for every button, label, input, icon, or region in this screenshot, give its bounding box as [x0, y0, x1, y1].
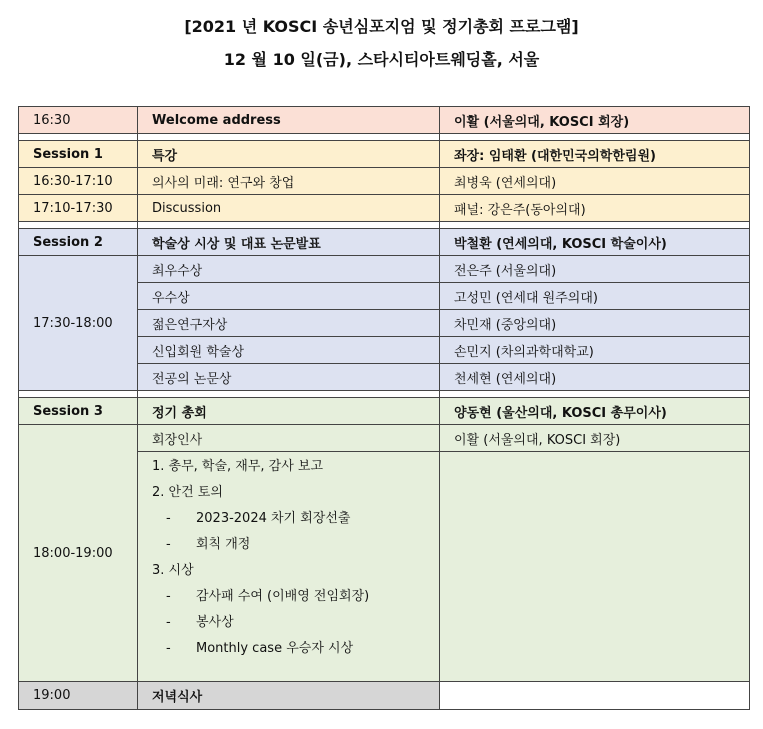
row-title: Discussion [138, 195, 440, 222]
row-person: 고성민 (연세대 원주의대) [440, 283, 750, 310]
table-row [19, 168, 750, 195]
dinner-time: 19:00 [19, 682, 138, 710]
session3-header-row [19, 398, 750, 425]
welcome-row [19, 107, 750, 134]
row-person: 최병욱 (연세의대) [440, 168, 750, 195]
row-time: 17:10-17:30 [19, 195, 138, 222]
welcome-person: 이활 (서울의대, KOSCI 회장) [440, 107, 750, 134]
session3-label: Session 3 [19, 398, 138, 425]
program-date-venue: 12 월 10 일(금), 스타시티아트웨딩홀, 서울 [223, 50, 540, 69]
row-person: 손민지 (차의과학대학교) [440, 337, 750, 364]
row-person: 천세현 (연세의대) [440, 364, 750, 391]
session2-title: 학술상 시상 및 대표 논문발표 [138, 229, 440, 256]
program-title: [2021 년 KOSCI 송년심포지엄 및 정기총회 프로그램] [184, 17, 579, 36]
session1-title: 특강 [138, 141, 440, 168]
dinner-person-empty [440, 682, 750, 710]
dinner-title: 저녁식사 [138, 682, 440, 710]
session1-chair: 좌장: 임태환 (대한민국의학한림원) [440, 141, 750, 168]
session3-time: 18:00-19:00 [19, 425, 138, 682]
row-person: 차민재 (중앙의대) [440, 310, 750, 337]
dinner-row [19, 682, 750, 710]
agenda-list [138, 452, 440, 682]
session2-time: 17:30-18:00 [19, 256, 138, 391]
row-title: 의사의 미래: 연구와 창업 [138, 168, 440, 195]
agenda-subitem: - 감사패 수여 (이배영 전임회장) [166, 589, 370, 604]
session2-header-row [19, 229, 750, 256]
row-person: 패널: 강은주(동아의대) [440, 195, 750, 222]
session2-label: Session 2 [19, 229, 138, 256]
agenda-person-empty [440, 452, 750, 682]
agenda-subitem: - 봉사상 [166, 615, 234, 630]
agenda-subitem: - Monthly case 우승자 시상 [166, 641, 354, 656]
program-table [18, 106, 750, 710]
agenda-subitem: - 2023-2024 차기 회장선출 [166, 511, 351, 526]
agenda-item: 2. 안건 토의 [152, 485, 223, 500]
table-row [19, 425, 750, 452]
session1-header-row [19, 141, 750, 168]
agenda-item: 1. 총무, 학술, 재무, 감사 보고 [152, 459, 324, 474]
agenda-item: 3. 시상 [152, 563, 194, 578]
greeting-person: 이활 (서울의대, KOSCI 회장) [440, 425, 750, 452]
session1-label: Session 1 [19, 141, 138, 168]
row-title: 젊은연구자상 [138, 310, 440, 337]
row-title: 최우수상 [138, 256, 440, 283]
session3-title: 정기 총회 [138, 398, 440, 425]
row-title: 신입회원 학술상 [138, 337, 440, 364]
welcome-time: 16:30 [19, 107, 138, 134]
row-time: 16:30-17:10 [19, 168, 138, 195]
greeting-title: 회장인사 [138, 425, 440, 452]
session3-chair: 양동현 (울산의대, KOSCI 총무이사) [440, 398, 750, 425]
agenda-subitem: - 회칙 개정 [166, 537, 251, 552]
session2-chair: 박철환 (연세의대, KOSCI 학술이사) [440, 229, 750, 256]
table-row [19, 256, 750, 283]
table-row [19, 195, 750, 222]
row-title: 전공의 논문상 [138, 364, 440, 391]
welcome-title: Welcome address [138, 107, 440, 134]
row-person: 전은주 (서울의대) [440, 256, 750, 283]
row-title: 우수상 [138, 283, 440, 310]
